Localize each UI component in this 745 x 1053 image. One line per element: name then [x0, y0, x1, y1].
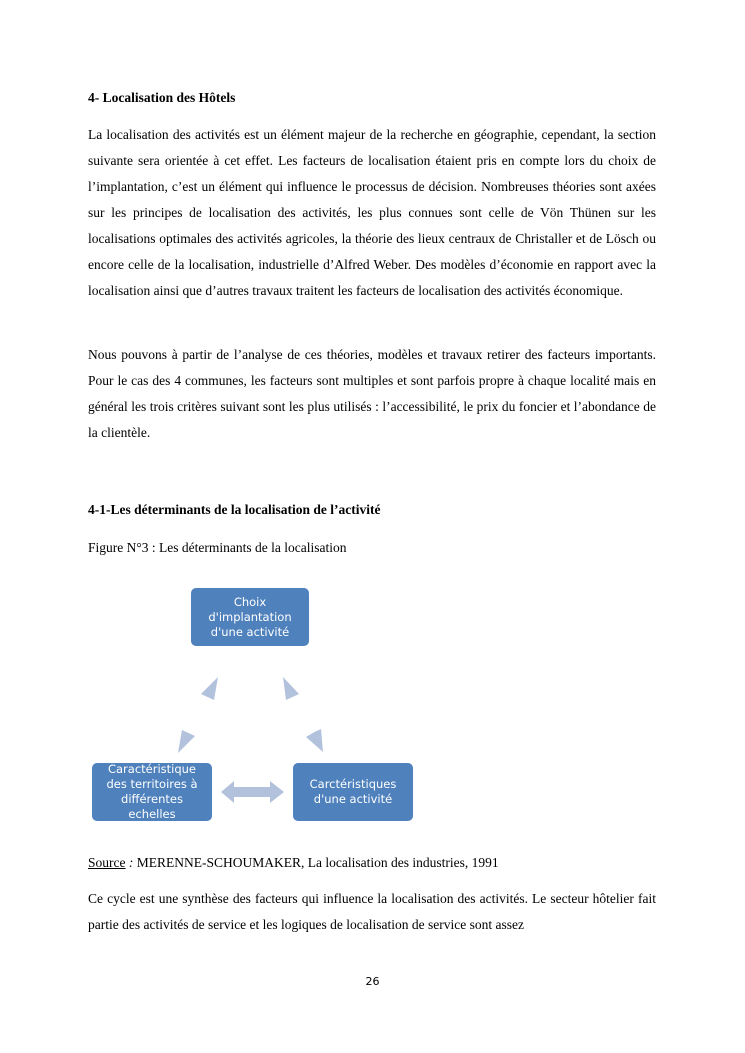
closing-paragraph: Ce cycle est une synthèse des facteurs qui influence la localisation des activités. Le secteur hôtelier fait partie des activités de service et les logiques de localisation de service sont assez — [88, 891, 656, 932]
source-text: MERENNE-SCHOUMAKER, La localisation des industries, 1991 — [136, 855, 499, 870]
subsection-heading: 4-1-Les déterminants de la localisation de l’activité — [88, 502, 381, 517]
figure-caption: Figure N°3 : Les déterminants de la localisation — [88, 540, 347, 555]
node-choix-implantation: Choix d'implantation d'une activité — [191, 588, 309, 646]
arrow-left-diagonal — [178, 677, 218, 753]
arrow-right-diagonal — [283, 677, 323, 752]
page-number: 26 — [365, 975, 380, 988]
source-separator: : — [125, 855, 137, 870]
paragraph-2: Nous pouvons à partir de l’analyse de ces théories, modèles et travaux retirer des facteurs importants. Pour le cas des 4 communes, les facteurs sont multiples et sont parfois propre à chaque localité mais en général les trois critères suivant sont les plus utilisés : l’accessibilité, le prix du foncier et l’abondance de la clientèle. — [88, 347, 656, 440]
node-caracteristique-territoires: Caractéristique des territoires à différentes echelles — [92, 763, 212, 821]
source-label: Source — [88, 855, 126, 870]
paragraph-1: La localisation des activités est un élément majeur de la recherche en géographie, cependant, la section suivante sera orientée à cet effet. Les facteurs de localisation étaient pris en compte lors du choix de l’implantation, c’est un élément qui influence le processus de décision. Nombreuses théories sont axées sur les principes de localisation des activités, les plus connues sont celle de Vön Thünen sur les localisations optimales des activités agricoles, la théorie des lieux centraux de Christaller et de Lösch ou encore celle de la localisation, industrielle d’Alfred Weber. Des modèles d’économie en rapport avec la localisation ainsi que d’autres travaux traitent les facteurs de localisation des activités économique. — [88, 127, 656, 298]
arrow-horizontal — [221, 781, 284, 803]
section-heading: 4- Localisation des Hôtels — [88, 90, 236, 105]
node-caracteristiques-activite: Carctéristiques d'une activité — [293, 763, 413, 821]
